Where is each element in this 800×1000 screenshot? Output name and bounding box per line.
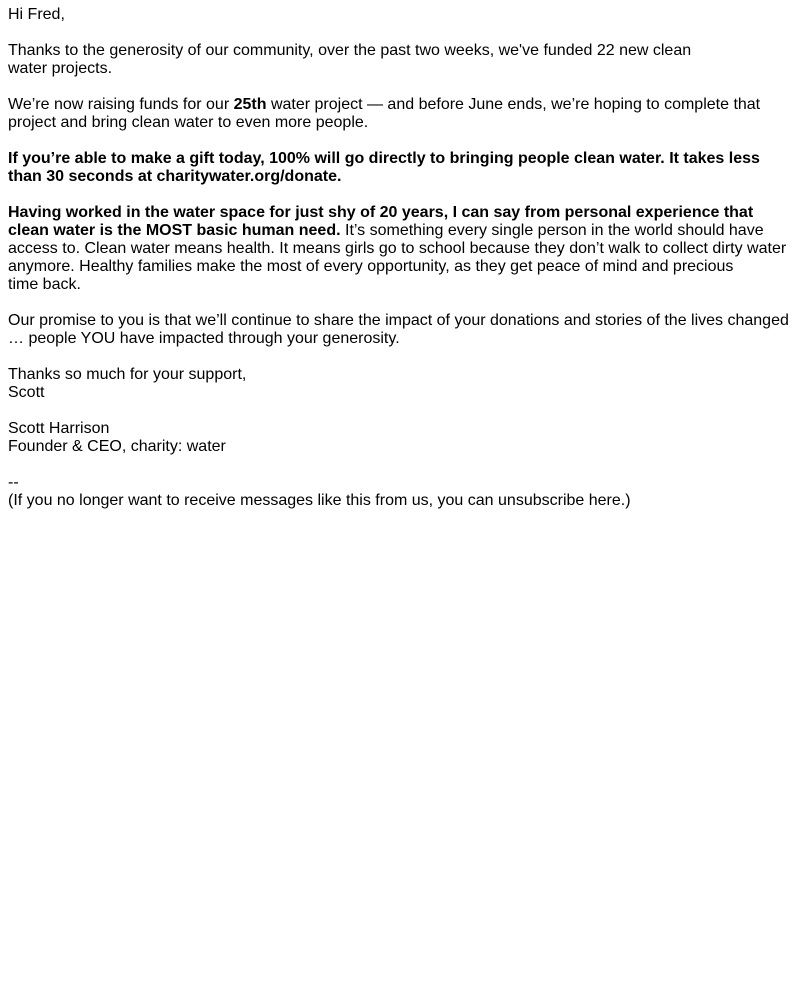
experience-line-3: access to. Clean water means health. It means girls go to school because they don’t walk to collect dirty water — [8, 240, 787, 257]
greeting-paragraph — [8, 6, 792, 24]
signature-title: Founder & CEO, charity: water — [8, 438, 226, 455]
signature-name: Scott Harrison — [8, 420, 110, 437]
unsubscribe-notice — [8, 492, 792, 510]
raising-line-1 — [8, 96, 792, 114]
unsubscribe-text-pre: (If you no longer want to receive messages like this from us, you can — [8, 492, 499, 509]
experience-line-5: time back. — [8, 276, 81, 293]
experience-bold-claim: clean water is the MOST basic human need. — [8, 222, 341, 239]
experience-line-4: anymore. Healthy families make the most of every opportunity, as they get peace of mind and precious — [8, 258, 734, 275]
footer — [8, 474, 792, 510]
promise-line-1: Our promise to you is that we’ll continue to share the impact of your donations and stories of the lives changed — [8, 312, 789, 329]
signature-block — [8, 420, 792, 456]
closing-paragraph — [8, 366, 792, 402]
funded-line-1: Thanks to the generosity of our community, over the past two weeks, we've funded 22 new clean — [8, 42, 692, 59]
promise-paragraph — [8, 312, 792, 348]
promise-line-2: … people YOU have impacted through your generosity. — [8, 330, 400, 347]
gift-line-1: If you’re able to make a gift today, 100% will go directly to bringing people clean water. It takes less — [8, 150, 760, 167]
raising-text-post: water project — and before June ends, we’re hoping to complete that — [266, 96, 761, 113]
unsubscribe-link[interactable]: unsubscribe here — [498, 492, 621, 509]
gift-paragraph — [8, 150, 792, 186]
raising-text-pre: We’re now raising funds for our — [8, 96, 234, 113]
funded-line-2: water projects. — [8, 60, 113, 77]
project-number: 25th — [233, 96, 267, 113]
greeting: Hi Fred, — [8, 6, 65, 23]
experience-paragraph — [8, 204, 792, 294]
closing-thanks: Thanks so much for your support, — [8, 366, 247, 383]
gift-line-2: than 30 seconds at charitywater.org/donate. — [8, 168, 342, 185]
raising-paragraph — [8, 96, 792, 132]
funded-paragraph — [8, 42, 792, 78]
experience-line-2 — [8, 222, 792, 240]
raising-line-2: project and bring clean water to even more people. — [8, 114, 369, 131]
footer-separator: -- — [8, 474, 19, 491]
unsubscribe-text-post: .) — [620, 492, 631, 509]
closing-name: Scott — [8, 384, 45, 401]
experience-line-1: Having worked in the water space for just shy of 20 years, I can say from personal experience that — [8, 204, 754, 221]
experience-line-2-rest: It’s something every single person in the world should have — [340, 222, 764, 239]
